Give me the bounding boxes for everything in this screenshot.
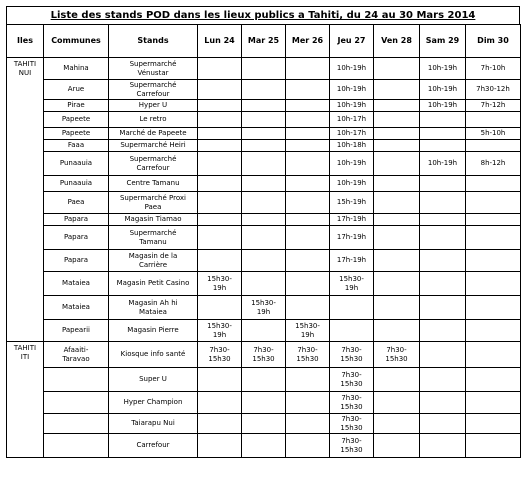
schedule-cell (198, 368, 242, 392)
document-title: Liste des stands POD dans les lieux publics a Tahiti, du 24 au 30 Mars 2014 (6, 6, 520, 24)
schedule-cell (198, 214, 242, 226)
schedule-cell (286, 392, 330, 414)
schedule-cell: 10h-18h (330, 140, 374, 152)
schedule-cell (466, 368, 521, 392)
schedule-cell: 10h-19h (330, 80, 374, 100)
table-row (7, 128, 521, 140)
schedule-cell: 7h30- 15h30 (330, 368, 374, 392)
stand-cell: Supermarché Heiri (109, 140, 198, 152)
commune-cell: Papara (44, 214, 109, 226)
schedule-cell (420, 320, 466, 342)
schedule-cell (198, 112, 242, 128)
schedule-cell (374, 226, 420, 250)
commune-cell: Papeete (44, 128, 109, 140)
schedule-cell (466, 112, 521, 128)
table-row (7, 80, 521, 100)
schedule-cell (374, 392, 420, 414)
schedule-cell (198, 296, 242, 320)
schedule-cell: 15h30- 19h (198, 272, 242, 296)
schedule-cell (286, 80, 330, 100)
schedule-cell (374, 80, 420, 100)
schedule-cell: 7h-10h (466, 58, 521, 80)
schedule-cell (374, 192, 420, 214)
schedule-cell (242, 80, 286, 100)
schedule-cell (466, 414, 521, 434)
schedule-cell (198, 128, 242, 140)
commune-cell: Afaaiti- Taravao (44, 342, 109, 368)
schedule-cell: 10h-19h (330, 100, 374, 112)
schedule-cell (286, 100, 330, 112)
schedule-cell: 15h30- 19h (286, 320, 330, 342)
schedule-cell: 10h-17h (330, 112, 374, 128)
schedule-document (6, 6, 520, 458)
schedule-cell (374, 128, 420, 140)
island-cell: TAHITI NUI (7, 58, 44, 342)
schedule-cell: 7h30- 15h30 (330, 414, 374, 434)
schedule-cell (420, 128, 466, 140)
commune-cell: Pirae (44, 100, 109, 112)
schedule-cell (242, 226, 286, 250)
schedule-cell (286, 128, 330, 140)
schedule-cell (242, 214, 286, 226)
stand-cell: Taiarapu Nui (109, 414, 198, 434)
schedule-cell (420, 272, 466, 296)
schedule-cell (198, 414, 242, 434)
schedule-cell (374, 152, 420, 176)
schedule-cell (466, 192, 521, 214)
schedule-cell (198, 80, 242, 100)
schedule-cell (198, 152, 242, 176)
schedule-cell (198, 192, 242, 214)
commune-cell: Papara (44, 250, 109, 272)
schedule-cell (198, 392, 242, 414)
stand-cell: Hyper Champion (109, 392, 198, 414)
schedule-cell (198, 176, 242, 192)
schedule-cell (242, 392, 286, 414)
schedule-table (6, 24, 521, 458)
schedule-cell (374, 176, 420, 192)
schedule-cell (242, 414, 286, 434)
table-row (7, 392, 521, 414)
stand-cell: Supermarché Carrefour (109, 80, 198, 100)
schedule-cell: 5h-10h (466, 128, 521, 140)
schedule-cell (374, 368, 420, 392)
column-header: Mer 26 (286, 25, 330, 58)
schedule-cell: 8h-12h (466, 152, 521, 176)
schedule-cell: 10h-19h (330, 176, 374, 192)
table-row (7, 112, 521, 128)
schedule-cell: 7h30- 15h30 (242, 342, 286, 368)
schedule-cell: 7h30-12h (466, 80, 521, 100)
table-row (7, 272, 521, 296)
stand-cell: Centre Tamanu (109, 176, 198, 192)
schedule-cell (466, 176, 521, 192)
commune-cell (44, 434, 109, 458)
schedule-cell: 10h-19h (420, 152, 466, 176)
schedule-cell (420, 392, 466, 414)
header-row (7, 25, 521, 58)
schedule-cell (466, 272, 521, 296)
commune-cell: Papara (44, 226, 109, 250)
schedule-cell (286, 140, 330, 152)
schedule-cell (466, 140, 521, 152)
schedule-cell (198, 58, 242, 80)
schedule-cell (286, 176, 330, 192)
schedule-cell (286, 58, 330, 80)
schedule-cell (466, 320, 521, 342)
schedule-cell (242, 320, 286, 342)
schedule-cell (374, 250, 420, 272)
stand-cell: Carrefour (109, 434, 198, 458)
schedule-cell (242, 368, 286, 392)
schedule-cell (242, 434, 286, 458)
commune-cell (44, 392, 109, 414)
schedule-cell: 15h-19h (330, 192, 374, 214)
schedule-cell (420, 176, 466, 192)
table-row (7, 342, 521, 368)
stand-cell: Marché de Papeete (109, 128, 198, 140)
schedule-cell (242, 250, 286, 272)
schedule-cell (286, 368, 330, 392)
schedule-cell (466, 342, 521, 368)
schedule-cell (374, 296, 420, 320)
schedule-cell (198, 250, 242, 272)
schedule-cell (242, 192, 286, 214)
schedule-cell: 7h30- 15h30 (330, 434, 374, 458)
commune-cell: Punaauia (44, 176, 109, 192)
schedule-cell (466, 226, 521, 250)
schedule-cell (420, 192, 466, 214)
stand-cell: Supermarché Proxi Paea (109, 192, 198, 214)
schedule-cell (374, 272, 420, 296)
column-header: Dim 30 (466, 25, 521, 58)
schedule-cell (420, 226, 466, 250)
table-row (7, 140, 521, 152)
schedule-cell (420, 250, 466, 272)
table-row (7, 414, 521, 434)
commune-cell: Faaa (44, 140, 109, 152)
schedule-cell (466, 392, 521, 414)
schedule-cell (198, 226, 242, 250)
table-row (7, 434, 521, 458)
schedule-cell: 15h30- 19h (330, 272, 374, 296)
schedule-cell: 10h-19h (330, 58, 374, 80)
schedule-cell: 15h30- 19h (198, 320, 242, 342)
schedule-cell (242, 58, 286, 80)
schedule-cell (198, 100, 242, 112)
column-header: Lun 24 (198, 25, 242, 58)
commune-cell: Papeete (44, 112, 109, 128)
schedule-cell (286, 434, 330, 458)
commune-cell (44, 368, 109, 392)
schedule-cell (374, 414, 420, 434)
schedule-cell (242, 128, 286, 140)
schedule-cell: 15h30- 19h (242, 296, 286, 320)
schedule-cell: 7h30- 15h30 (198, 342, 242, 368)
column-header: Sam 29 (420, 25, 466, 58)
schedule-cell: 10h-19h (330, 152, 374, 176)
schedule-cell (330, 320, 374, 342)
schedule-cell (242, 100, 286, 112)
schedule-cell (242, 272, 286, 296)
table-row (7, 58, 521, 80)
schedule-cell (374, 58, 420, 80)
column-header: Stands (109, 25, 198, 58)
commune-cell: Punaauia (44, 152, 109, 176)
table-row (7, 176, 521, 192)
schedule-cell (374, 320, 420, 342)
table-row (7, 368, 521, 392)
stand-cell: Magasin Pierre (109, 320, 198, 342)
schedule-cell (374, 112, 420, 128)
schedule-cell: 7h-12h (466, 100, 521, 112)
schedule-cell: 10h-19h (420, 80, 466, 100)
commune-cell: Mataiea (44, 272, 109, 296)
schedule-cell (198, 434, 242, 458)
stand-cell: Supermarché Vénustar (109, 58, 198, 80)
schedule-cell: 7h30- 15h30 (374, 342, 420, 368)
schedule-cell (198, 140, 242, 152)
column-header: Communes (44, 25, 109, 58)
commune-cell (44, 414, 109, 434)
schedule-cell (330, 296, 374, 320)
stand-cell: Super U (109, 368, 198, 392)
schedule-cell (286, 112, 330, 128)
column-header: Iles (7, 25, 44, 58)
column-header: Mar 25 (242, 25, 286, 58)
schedule-cell: 10h-19h (420, 100, 466, 112)
stand-cell: Hyper U (109, 100, 198, 112)
schedule-cell (374, 140, 420, 152)
schedule-cell (466, 250, 521, 272)
schedule-cell (420, 140, 466, 152)
schedule-cell (420, 368, 466, 392)
table-row (7, 226, 521, 250)
schedule-cell (466, 296, 521, 320)
schedule-cell: 17h-19h (330, 214, 374, 226)
commune-cell: Mahina (44, 58, 109, 80)
schedule-cell: 10h-19h (420, 58, 466, 80)
schedule-cell (420, 434, 466, 458)
schedule-cell (286, 250, 330, 272)
schedule-cell (374, 214, 420, 226)
table-row (7, 152, 521, 176)
column-header: Jeu 27 (330, 25, 374, 58)
schedule-cell: 17h-19h (330, 226, 374, 250)
stand-cell: Le retro (109, 112, 198, 128)
schedule-cell (286, 272, 330, 296)
schedule-cell (420, 214, 466, 226)
commune-cell: Papearii (44, 320, 109, 342)
schedule-cell: 7h30- 15h30 (330, 392, 374, 414)
schedule-cell (286, 192, 330, 214)
schedule-cell (286, 226, 330, 250)
schedule-cell: 7h30- 15h30 (330, 342, 374, 368)
table-row (7, 320, 521, 342)
schedule-cell (420, 414, 466, 434)
commune-cell: Paea (44, 192, 109, 214)
schedule-cell (286, 296, 330, 320)
schedule-cell (466, 434, 521, 458)
schedule-cell (242, 152, 286, 176)
schedule-cell: 17h-19h (330, 250, 374, 272)
schedule-cell (420, 342, 466, 368)
stand-cell: Supermarché Carrefour (109, 152, 198, 176)
schedule-cell (374, 100, 420, 112)
schedule-cell (286, 152, 330, 176)
column-header: Ven 28 (374, 25, 420, 58)
schedule-cell (420, 296, 466, 320)
table-row (7, 214, 521, 226)
stand-cell: Kiosque info santé (109, 342, 198, 368)
commune-cell: Mataiea (44, 296, 109, 320)
schedule-cell (242, 140, 286, 152)
stand-cell: Supermarché Tamanu (109, 226, 198, 250)
schedule-cell (242, 176, 286, 192)
table-row (7, 100, 521, 112)
schedule-cell (242, 112, 286, 128)
schedule-cell (466, 214, 521, 226)
schedule-cell: 10h-17h (330, 128, 374, 140)
stand-cell: Magasin Tiamao (109, 214, 198, 226)
stand-cell: Magasin Petit Casino (109, 272, 198, 296)
schedule-cell (420, 112, 466, 128)
schedule-cell (374, 434, 420, 458)
table-row (7, 296, 521, 320)
commune-cell: Arue (44, 80, 109, 100)
table-row (7, 250, 521, 272)
schedule-cell: 7h30- 15h30 (286, 342, 330, 368)
schedule-cell (286, 414, 330, 434)
schedule-cell (286, 214, 330, 226)
stand-cell: Magasin de la Carrière (109, 250, 198, 272)
table-row (7, 192, 521, 214)
stand-cell: Magasin Ah hi Mataiea (109, 296, 198, 320)
island-cell: TAHITI ITI (7, 342, 44, 458)
